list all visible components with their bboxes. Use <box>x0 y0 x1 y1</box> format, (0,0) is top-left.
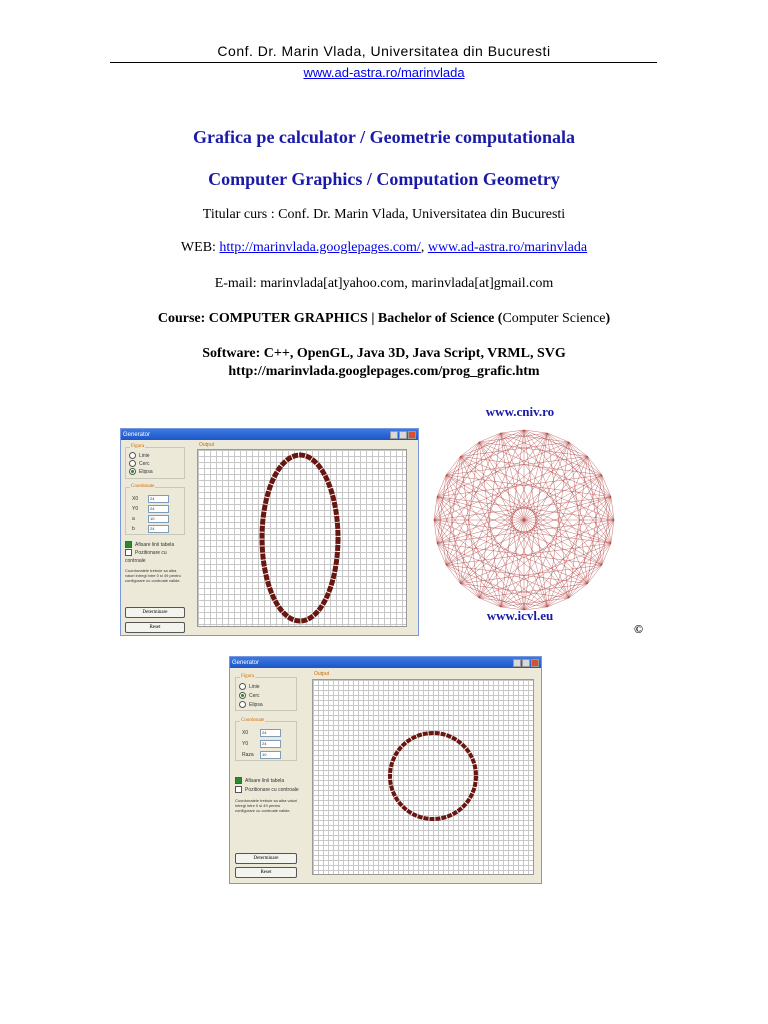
title-english: Computer Graphics / Computation Geometry <box>208 169 560 189</box>
graph-edge <box>479 442 588 456</box>
check-afisare-2[interactable]: Afisare linii tabela <box>235 777 299 786</box>
title-bar-2 <box>230 657 541 668</box>
graph-edge <box>501 433 602 475</box>
note-text-2: Coordonatele trebuie sa aiba valori intregi intre 0 si 49 pentru configurare cu controale valide. <box>235 798 298 813</box>
radio-cerc[interactable]: Cerc <box>129 460 153 468</box>
check-afisare[interactable]: Afisare linii tabela <box>125 541 187 549</box>
email-line: E-mail: marinvlada[at]yahoo.com, marinvlada[at]gmail.com <box>214 276 554 291</box>
reset-button-2[interactable]: Reset <box>235 867 297 878</box>
group-coord-label: Coordonate <box>131 484 155 489</box>
radio-elipsa-2[interactable]: Elipsa <box>239 701 263 710</box>
group-figura-label: Figura <box>131 444 145 449</box>
web-link-adastra[interactable]: www.ad-astra.ro/marinvlada <box>427 240 588 255</box>
note-text: Coordonatele trebuie sa aiba valori intregi intre 0 si 49 pentru configurare cu controale valide. <box>125 568 181 583</box>
course-bold: Course: COMPUTER GRAPHICS | Bachelor of Science ( <box>157 311 503 326</box>
field-b[interactable]: b 24 <box>132 524 169 534</box>
field-y0-2[interactable]: Y0 24 <box>242 739 281 750</box>
field-raza[interactable]: Raza 10 <box>242 750 281 761</box>
course-close: ) <box>605 311 611 326</box>
copyright-mark: © <box>634 622 643 636</box>
group-figura-label-2: Figura <box>241 674 255 679</box>
graph-edge <box>437 497 479 598</box>
circle-figure <box>420 398 642 638</box>
graph-edge <box>446 456 460 565</box>
maximize-icon[interactable] <box>522 659 530 667</box>
field-y0[interactable]: Y0 24 <box>132 504 169 514</box>
graph-edge <box>437 442 479 543</box>
graph-edge <box>460 442 569 456</box>
window-title-2: Generator <box>232 659 260 666</box>
reset-button[interactable]: Reset <box>125 622 185 633</box>
site-cniv: www.cniv.ro <box>485 404 555 419</box>
determinare-button-2[interactable]: Determinare <box>235 853 297 864</box>
header-rule <box>110 62 657 63</box>
radio-linie-2[interactable]: Linie <box>239 683 263 692</box>
graph-edge <box>460 584 569 598</box>
web-line <box>0 240 768 256</box>
output-label-2: Output <box>314 671 330 677</box>
minimize-icon[interactable] <box>513 659 521 667</box>
web-label: WEB: <box>180 240 220 255</box>
field-x0-2[interactable]: X0 24 <box>242 728 281 739</box>
author-header: Conf. Dr. Marin Vlada, Universitatea din Bucuresti <box>217 43 551 59</box>
software-link: http://marinvlada.googlepages.com/prog_grafic.htm <box>228 364 540 379</box>
radio-elipsa[interactable]: Elipsa <box>129 468 153 476</box>
titular-line: Titular curs : Conf. Dr. Marin Vlada, Universitatea din Bucuresti <box>202 207 566 222</box>
group-figura <box>125 444 185 479</box>
maximize-icon[interactable] <box>399 431 407 439</box>
determinare-button[interactable]: Determinare <box>125 607 185 618</box>
header-link-wrap <box>0 65 768 80</box>
field-x0[interactable]: X0 24 <box>132 494 169 504</box>
graph-edge <box>446 433 547 475</box>
output-grid-2 <box>312 679 534 875</box>
app-window-ellipse <box>120 428 419 636</box>
graph-edge <box>479 584 588 598</box>
group-coord-label-2: Coordonate <box>241 718 265 723</box>
course-line <box>0 311 768 327</box>
graph-edge <box>588 456 602 565</box>
graph-edge <box>569 442 611 543</box>
radio-linie[interactable]: Linie <box>129 452 153 460</box>
title-romanian: Grafica pe calculator / Geometrie computationala <box>192 127 576 147</box>
web-separator: , <box>420 240 428 255</box>
output-label: Output <box>199 442 215 448</box>
minimize-icon[interactable] <box>390 431 398 439</box>
output-grid <box>197 449 407 627</box>
group-coordonate <box>125 484 185 535</box>
window-title: Generator <box>123 431 151 438</box>
group-figura-2 <box>235 674 297 711</box>
field-a[interactable]: a 10 <box>132 514 169 524</box>
graph-edge <box>501 565 602 607</box>
ellipse-shape <box>198 450 408 628</box>
graph-edge <box>446 475 460 584</box>
graph-edge <box>569 497 611 598</box>
course-field: Computer Science <box>502 311 606 326</box>
check-pozitionare[interactable]: Pozitionare cu controale <box>125 550 167 564</box>
app-window-circle <box>229 656 542 884</box>
graph-edge <box>446 565 547 607</box>
circle-shape <box>313 680 535 876</box>
close-icon[interactable] <box>408 431 416 439</box>
site-icvl: www.icvl.eu <box>486 608 554 623</box>
graph-edge <box>588 475 602 584</box>
software-line: Software: C++, OpenGL, Java 3D, Java Script, VRML, SVG <box>202 346 566 361</box>
header-link[interactable]: www.ad-astra.ro/marinvlada <box>303 65 465 80</box>
title-bar <box>121 429 418 440</box>
radio-cerc-2[interactable]: Cerc <box>239 692 263 701</box>
web-link-googlepages[interactable]: http://marinvlada.googlepages.com/ <box>219 240 421 255</box>
close-icon[interactable] <box>531 659 539 667</box>
polygon-graph-figure <box>426 426 622 616</box>
check-pozitionare-2[interactable]: Pozitionare cu controale <box>235 786 299 795</box>
group-coordonate-2 <box>235 718 297 761</box>
